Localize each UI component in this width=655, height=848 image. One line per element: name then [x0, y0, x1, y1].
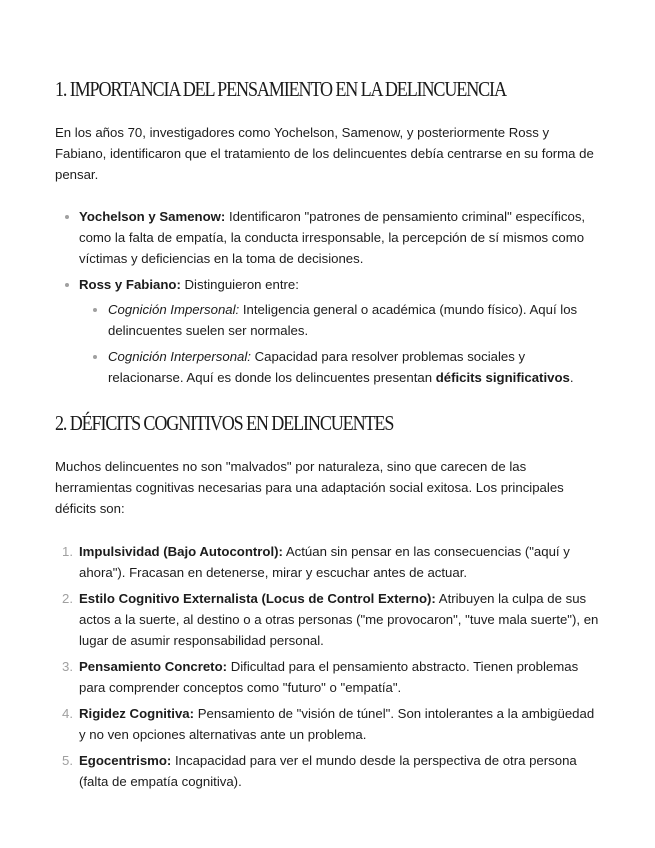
list-item [55, 541, 603, 583]
list-item [55, 206, 603, 269]
section-1-heading: 1. IMPORTANCIA DEL PENSAMIENTO EN LA DELINCUENCIA [55, 77, 506, 101]
item-text: Identificaron "patrones de pensamiento criminal" específicos, como la falta de empatía, la conducta irresponsable, la percepción de sí mismos como víctimas y deficiencias en la toma de decisiones. [79, 209, 586, 266]
list-item [55, 656, 603, 698]
item-text: Atribuyen la culpa de sus actos a la suerte, al destino o a otras personas ("me provocaron", "tuve mala suerte"), en lugar de asumir responsabilidad personal. [79, 591, 599, 648]
item-tail: . [569, 370, 574, 385]
section-2-numbered-list [55, 541, 603, 797]
item-label: Egocentrismo: [79, 753, 172, 768]
item-text: Incapacidad para ver el mundo desde la perspectiva de otra persona (falta de empatía cognitiva). [79, 753, 577, 789]
item-text: Distinguieron entre: [180, 277, 299, 292]
item-text: Pensamiento de "visión de túnel". Son intolerantes a la ambigüedad y no ven opciones alternativas ante un problema. [79, 706, 595, 742]
item-text: Inteligencia general o académica (mundo físico). Aquí los delincuentes suelen ser normales. [108, 302, 578, 338]
item-text: Dificultad para el pensamiento abstracto. Tienen problemas para comprender conceptos como "futuro" o "empatía". [79, 659, 579, 695]
bullet-icon [65, 283, 69, 287]
list-item [55, 588, 603, 651]
item-label: Rigidez Cognitiva: [79, 706, 195, 721]
item-text: Actúan sin pensar en las consecuencias ("aquí y ahora"). Fracasan en detenerse, mirar y escuchar antes de actuar. [79, 544, 570, 580]
section-2-intro: Muchos delincuentes no son "malvados" por naturaleza, sino que carecen de las herramientas cognitivas necesarias para una adaptación social exitosa. Los principales déficits son: [55, 459, 564, 516]
item-label: Pensamiento Concreto: [79, 659, 228, 674]
list-item [55, 274, 603, 388]
bullet-icon [65, 215, 69, 219]
item-label: Estilo Cognitivo Externalista (Locus de Control Externo): [79, 591, 436, 606]
item-label: Yochelson y Samenow: [79, 209, 226, 224]
item-number: 3. [62, 659, 73, 674]
nested-bullet-list [79, 299, 603, 388]
item-label: Ross y Fabiano: [79, 277, 181, 292]
list-item [55, 703, 603, 745]
item-text: Capacidad para resolver problemas sociales y relacionarse. Aquí es donde los delincuentes presentan [108, 349, 526, 385]
section-1-bullet-list [55, 206, 603, 393]
section-2-heading: 2. DÉFICITS COGNITIVOS EN DELINCUENTES [55, 411, 394, 435]
item-label: Impulsividad (Bajo Autocontrol): [79, 544, 283, 559]
item-number: 1. [62, 544, 73, 559]
list-item [79, 299, 603, 341]
item-emphasis: déficits significativos [435, 370, 570, 385]
item-number: 2. [62, 591, 73, 606]
list-item [55, 750, 603, 792]
list-item [79, 346, 603, 388]
item-label: Cognición Impersonal: [108, 302, 240, 317]
section-1-intro: En los años 70, investigadores como Yochelson, Samenow, y posteriormente Ross y Fabiano, identificaron que el tratamiento de los delincuentes debía centrarse en su forma de pensar. [55, 125, 594, 182]
item-number: 4. [62, 706, 73, 721]
item-number: 5. [62, 753, 73, 768]
item-label: Cognición Interpersonal: [108, 349, 251, 364]
bullet-icon [93, 355, 97, 359]
bullet-icon [93, 308, 97, 312]
